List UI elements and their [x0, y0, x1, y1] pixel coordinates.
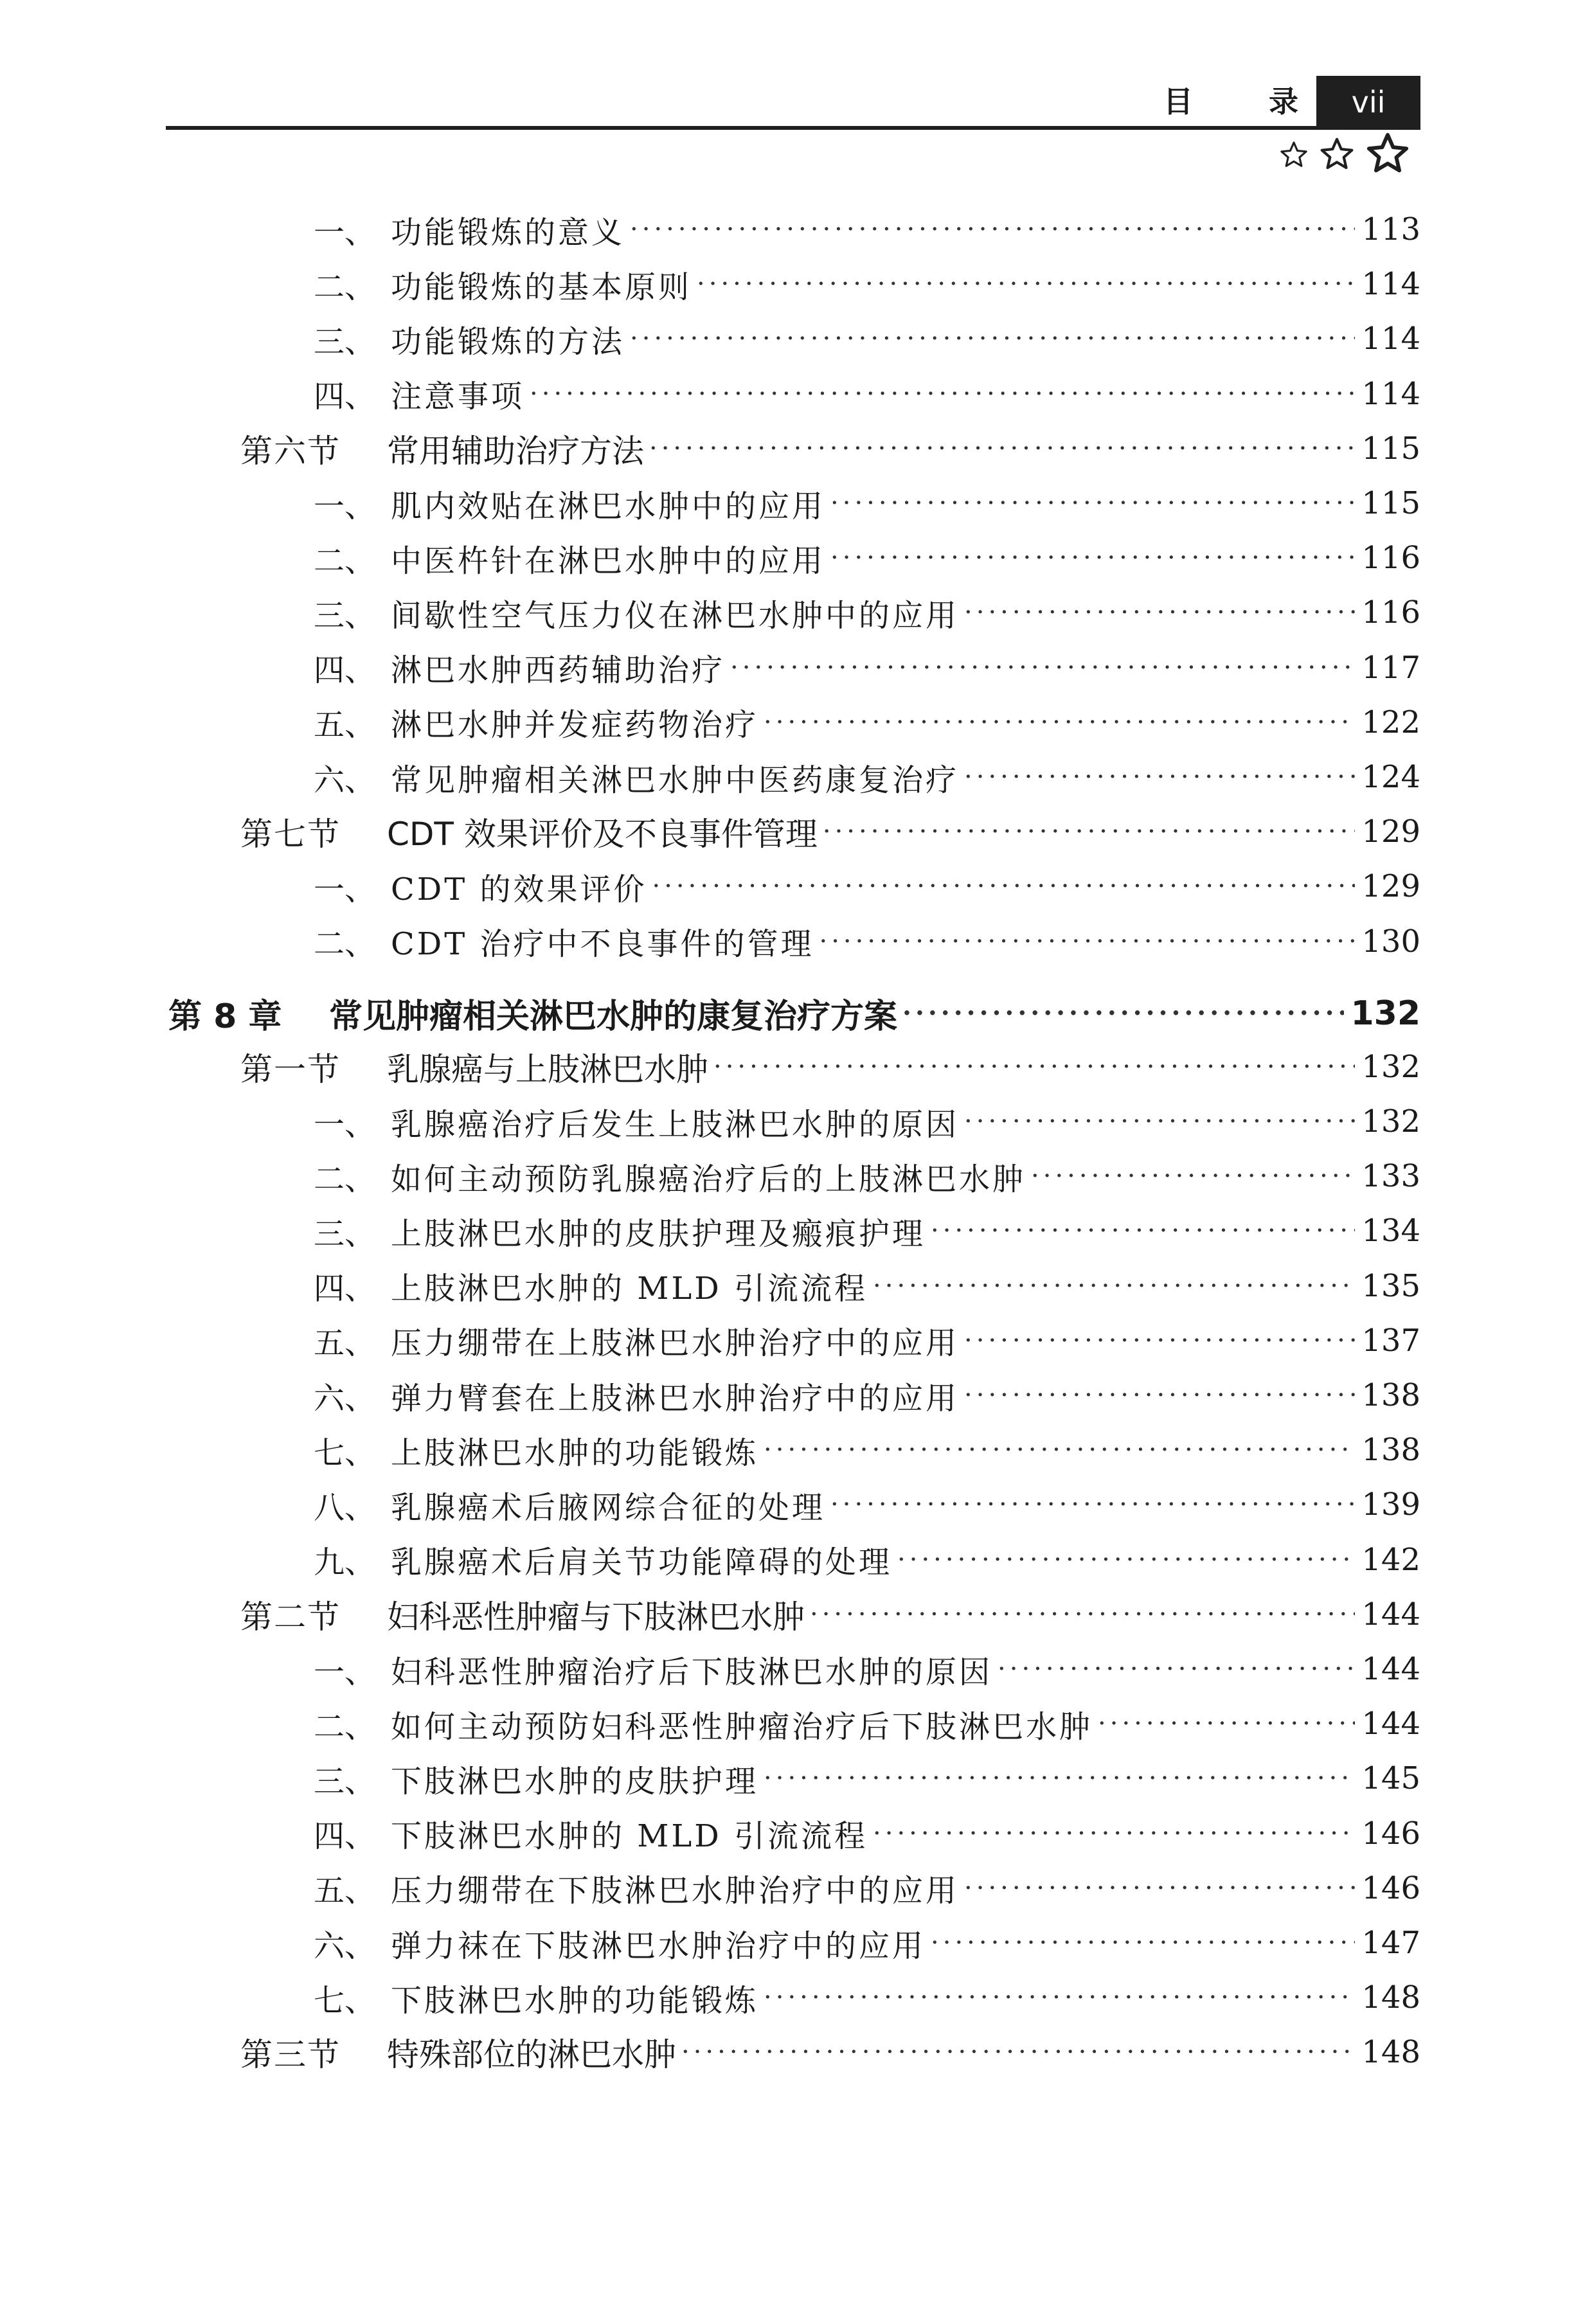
- toc-entry-page: 132: [1361, 1048, 1420, 1085]
- dot-leader: [764, 1764, 1355, 1793]
- dot-leader: [681, 2037, 1355, 2067]
- toc-entry-title: 弹力臂套在上肢淋巴水肿治疗中的应用: [391, 1380, 960, 1417]
- dot-leader: [764, 1435, 1355, 1465]
- toc-subsection-entry: [314, 1318, 1420, 1363]
- header-divider: [166, 126, 1420, 130]
- toc-entry-page: 137: [1361, 1322, 1420, 1359]
- toc-entry-number: 一、: [314, 871, 376, 907]
- toc-entry-title: 上肢淋巴水肿的功能锻炼: [391, 1435, 759, 1471]
- toc-entry-title: 间歇性空气压力仪在淋巴水肿中的应用: [391, 597, 960, 634]
- dot-leader: [964, 1326, 1355, 1355]
- dot-leader: [630, 215, 1355, 244]
- toc-entry-number: 六、: [314, 1927, 376, 1964]
- dot-leader: [964, 1381, 1355, 1410]
- toc-entry-title: 如何主动预防乳腺癌治疗后的上肢淋巴水肿: [391, 1161, 1026, 1197]
- toc-subsection-entry: [314, 864, 1420, 909]
- toc-subsection-entry: [314, 1920, 1420, 1965]
- toc-entry-page: 129: [1361, 868, 1420, 905]
- toc-entry-title: 如何主动预防妇科恶性肿瘤治疗后下肢淋巴水肿: [391, 1708, 1093, 1745]
- toc-entry-number: 二、: [314, 269, 376, 305]
- toc-entry-number: 四、: [314, 652, 376, 689]
- toc-subsection-entry: [314, 316, 1420, 361]
- toc-entry-number: 七、: [314, 1435, 376, 1471]
- running-header-title: [1163, 82, 1298, 121]
- dot-leader: [873, 1819, 1355, 1848]
- toc-entry-page: 132: [1361, 1104, 1420, 1140]
- toc-entry-page: 138: [1361, 1432, 1420, 1469]
- toc-entry-title: 上肢淋巴水肿的皮肤护理及瘢痕护理: [391, 1215, 926, 1252]
- toc-entry-page: 135: [1361, 1267, 1420, 1304]
- dot-leader: [873, 1271, 1355, 1301]
- toc-entry-title: 功能锻炼的基本原则: [391, 269, 692, 305]
- toc-subsection-entry: [314, 1154, 1420, 1199]
- toc-subsection-entry: [314, 1482, 1420, 1527]
- toc-entry-page: 132: [1350, 994, 1420, 1033]
- toc-entry-title: 中医杵针在淋巴水肿中的应用: [391, 542, 826, 579]
- toc-entry-page: 138: [1361, 1377, 1420, 1413]
- dot-leader: [931, 1216, 1355, 1246]
- toc-entry-page: 124: [1361, 759, 1420, 795]
- toc-entry-number: 一、: [314, 1106, 376, 1143]
- dot-leader: [897, 1545, 1355, 1575]
- dot-leader: [902, 998, 1344, 1028]
- toc-entry-title: 特殊部位的淋巴水肿: [387, 2036, 676, 2074]
- toc-entry-number: 三、: [314, 323, 376, 360]
- toc-entry-number: 四、: [314, 1818, 376, 1855]
- header-title-char: 录: [1269, 84, 1298, 119]
- toc-entry-page: 142: [1361, 1541, 1420, 1578]
- dot-leader: [697, 269, 1355, 299]
- toc-subsection-entry: [314, 1756, 1420, 1801]
- toc-entry-number: 八、: [314, 1489, 376, 1526]
- toc-entry-page: 114: [1361, 375, 1420, 412]
- toc-entry-number: 六、: [314, 762, 376, 798]
- toc-entry-title: 注意事项: [391, 379, 525, 415]
- dot-leader: [530, 379, 1355, 409]
- toc-entry-page: 148: [1361, 1980, 1420, 2016]
- toc-entry-page: 133: [1361, 1158, 1420, 1195]
- toc-subsection-entry: [314, 1208, 1420, 1253]
- toc-entry-title: 常见肿瘤相关淋巴水肿中医药康复治疗: [391, 762, 960, 798]
- toc-entry-title: 乳腺癌术后肩关节功能障碍的处理: [391, 1544, 893, 1581]
- toc-entry-title: 淋巴水肿并发症药物治疗: [391, 707, 759, 744]
- toc-entry-title: 妇科恶性肿瘤与下肢淋巴水肿: [387, 1598, 805, 1636]
- toc-entry-title: 下肢淋巴水肿的 MLD 引流流程: [391, 1818, 868, 1855]
- toc-entry-page: 115: [1361, 485, 1420, 521]
- toc-entry-number: 一、: [314, 1654, 376, 1690]
- toc-entry-title: 下肢淋巴水肿的皮肤护理: [391, 1763, 759, 1800]
- toc-subsection-entry: [314, 1264, 1420, 1309]
- toc-subsection-entry: [314, 755, 1420, 800]
- toc-entry-page: 113: [1361, 211, 1420, 247]
- toc-entry-page: 144: [1361, 1596, 1420, 1632]
- toc-entry-number: 第三节: [240, 2036, 341, 2074]
- toc-entry-number: 五、: [314, 707, 376, 744]
- toc-entry-page: 116: [1361, 540, 1420, 577]
- toc-entry-title: 乳腺癌治疗后发生上肢淋巴水肿的原因: [391, 1106, 960, 1143]
- dot-leader: [830, 543, 1355, 573]
- toc-entry-page: 146: [1361, 1815, 1420, 1852]
- toc-entry-number: 四、: [314, 379, 376, 415]
- toc-entry-title: 上肢淋巴水肿的 MLD 引流流程: [391, 1271, 868, 1307]
- toc-subsection-entry: [314, 371, 1420, 416]
- toc-entry-page: 122: [1361, 704, 1420, 740]
- toc-entry-title: 肌内效贴在淋巴水肿中的应用: [391, 488, 826, 524]
- dot-leader: [830, 488, 1355, 518]
- toc-subsection-entry: [314, 1701, 1420, 1746]
- toc-subsection-entry: [314, 1099, 1420, 1144]
- toc-entry-page: 148: [1361, 2034, 1420, 2071]
- toc-subsection-entry: [314, 1866, 1420, 1911]
- toc-entry-page: 146: [1361, 1870, 1420, 1906]
- toc-entry-number: 二、: [314, 1708, 376, 1745]
- toc-entry-title: 妇科恶性肿瘤治疗后下肢淋巴水肿的原因: [391, 1654, 993, 1690]
- toc-subsection-entry: [314, 590, 1420, 635]
- dot-leader: [730, 653, 1355, 683]
- small-star-icon: [1279, 140, 1309, 170]
- toc-entry-title: CDT 的效果评价: [391, 871, 647, 907]
- header-title-char: 目: [1163, 84, 1193, 119]
- toc-entry-title: CDT 效果评价及不良事件管理: [387, 816, 818, 854]
- dot-leader: [652, 872, 1356, 901]
- toc-entry-number: 五、: [314, 1873, 376, 1909]
- toc-entry-title: 常见肿瘤相关淋巴水肿的康复治疗方案: [329, 997, 898, 1037]
- toc-subsection-entry: [314, 1373, 1420, 1418]
- medium-star-icon: [1319, 136, 1355, 172]
- dot-leader: [764, 708, 1355, 737]
- page-number-badge: vii: [1316, 76, 1420, 129]
- toc-entry-number: 第 8 章: [168, 997, 282, 1037]
- toc-entry-page: 147: [1361, 1925, 1420, 1961]
- toc-subsection-entry: [314, 1647, 1420, 1692]
- toc-entry-title: 功能锻炼的方法: [391, 323, 625, 360]
- dot-leader: [819, 927, 1356, 956]
- toc-entry-number: 六、: [314, 1380, 376, 1417]
- dot-leader: [630, 324, 1355, 353]
- toc-entry-number: 二、: [314, 1161, 376, 1197]
- toc-entry-page: 145: [1361, 1760, 1420, 1797]
- toc-entry-page: 114: [1361, 321, 1420, 357]
- toc-entry-title: 压力绷带在下肢淋巴水肿治疗中的应用: [391, 1873, 960, 1909]
- toc-subsection-entry: [314, 207, 1420, 252]
- toc-entry-number: 七、: [314, 1982, 376, 2019]
- toc-entry-number: 第七节: [240, 816, 341, 854]
- dot-leader: [713, 1052, 1355, 1082]
- dot-leader: [964, 598, 1355, 627]
- toc-entry-number: 一、: [314, 214, 376, 251]
- toc-entry-number: 三、: [314, 1215, 376, 1252]
- toc-section-entry: [240, 809, 1420, 854]
- large-star-icon: [1365, 131, 1410, 176]
- toc-subsection-entry: [314, 262, 1420, 307]
- toc-section-entry: [240, 2030, 1420, 2075]
- toc-entry-title: 乳腺癌与上肢淋巴水肿: [387, 1050, 708, 1088]
- toc-entry-number: 五、: [314, 1325, 376, 1362]
- dot-leader: [1031, 1161, 1355, 1191]
- dot-leader: [1098, 1709, 1355, 1739]
- toc-subsection-entry: [314, 1537, 1420, 1582]
- toc-entry-number: 第二节: [240, 1598, 341, 1636]
- toc-entry-number: 第六节: [240, 432, 341, 470]
- toc-entry-title: 常用辅助治疗方法: [387, 432, 644, 470]
- toc-entry-page: 129: [1361, 814, 1420, 850]
- toc-entry-title: 功能锻炼的意义: [391, 214, 625, 251]
- toc-entry-number: 四、: [314, 1271, 376, 1307]
- toc-subsection-entry: [314, 919, 1420, 964]
- toc-entry-number: 二、: [314, 542, 376, 579]
- toc-subsection-entry: [314, 700, 1420, 745]
- toc-entry-page: 130: [1361, 923, 1420, 960]
- toc-entry-number: 三、: [314, 1763, 376, 1800]
- dot-leader: [810, 1600, 1355, 1629]
- dot-leader: [764, 1983, 1355, 2012]
- toc-entry-title: 压力绷带在上肢淋巴水肿治疗中的应用: [391, 1325, 960, 1362]
- dot-leader: [964, 762, 1355, 792]
- toc-entry-page: 144: [1361, 1651, 1420, 1687]
- toc-entry-number: 一、: [314, 488, 376, 524]
- toc-subsection-entry: [314, 481, 1420, 526]
- toc-entry-title: 下肢淋巴水肿的功能锻炼: [391, 1982, 759, 2019]
- toc-entry-title: 淋巴水肿西药辅助治疗: [391, 652, 726, 689]
- toc-subsection-entry: [314, 1427, 1420, 1472]
- dot-leader: [649, 434, 1355, 463]
- toc-entry-number: 九、: [314, 1544, 376, 1581]
- toc-section-entry: [240, 1592, 1420, 1637]
- toc-entry-page: 144: [1361, 1706, 1420, 1742]
- dot-leader: [823, 817, 1356, 846]
- toc-entry-page: 117: [1361, 649, 1420, 686]
- dot-leader: [830, 1490, 1355, 1519]
- dot-leader: [998, 1654, 1355, 1684]
- toc-entry-page: 114: [1361, 266, 1420, 303]
- toc-entry-title: CDT 治疗中不良事件的管理: [391, 926, 814, 963]
- toc-subsection-entry: [314, 645, 1420, 690]
- toc-entry-page: 134: [1361, 1213, 1420, 1249]
- toc-entry-number: 第一节: [240, 1050, 341, 1088]
- toc-chapter-entry: [168, 988, 1420, 1039]
- toc-entry-title: 弹力袜在下肢淋巴水肿治疗中的应用: [391, 1927, 926, 1964]
- toc-entry-number: 二、: [314, 926, 376, 963]
- dot-leader: [964, 1873, 1355, 1903]
- dot-leader: [964, 1107, 1355, 1136]
- toc-entry-number: 三、: [314, 597, 376, 634]
- toc-section-entry: [240, 426, 1420, 471]
- toc-entry-page: 139: [1361, 1487, 1420, 1523]
- toc-section-entry: [240, 1044, 1420, 1089]
- dot-leader: [931, 1928, 1355, 1958]
- toc-entry-page: 115: [1361, 430, 1420, 467]
- toc-entry-title: 乳腺癌术后腋网综合征的处理: [391, 1489, 826, 1526]
- toc-subsection-entry: [314, 1811, 1420, 1856]
- toc-entry-page: 116: [1361, 594, 1420, 631]
- toc-subsection-entry: [314, 1975, 1420, 2020]
- toc-subsection-entry: [314, 535, 1420, 580]
